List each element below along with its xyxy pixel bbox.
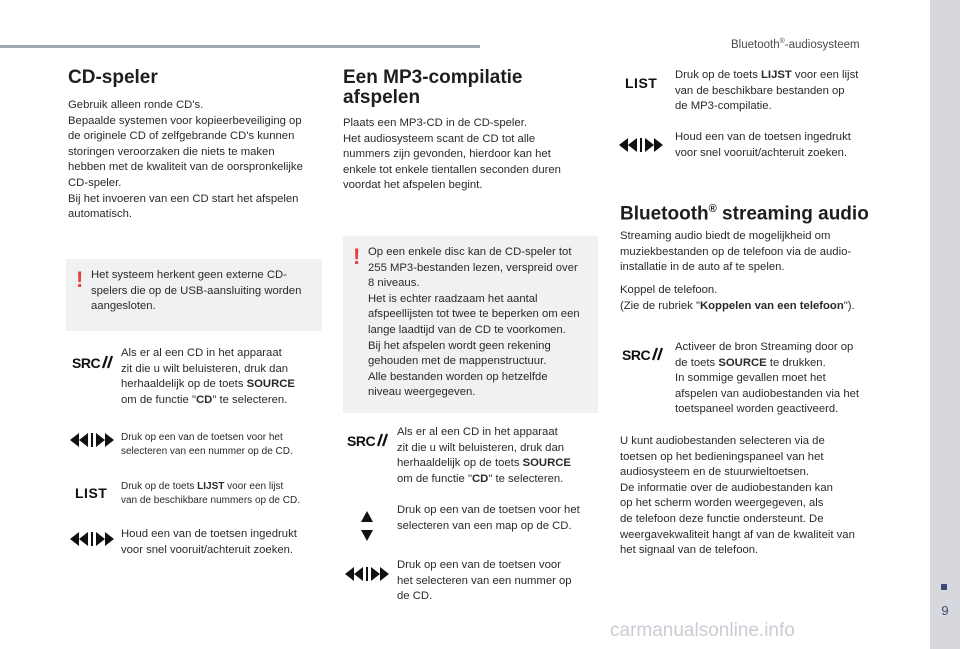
heading-bluetooth-streaming: Bluetooth® streaming audio <box>620 203 869 225</box>
streaming-intro: Streaming audio biedt de mogelijkheid om muziekbestanden op de telefoon via de audio- installatie in de auto af te spelen. <box>620 230 852 274</box>
prev-next-icon <box>345 566 389 582</box>
fast-forward-rewind-icon <box>619 137 663 153</box>
pairing-note: Koppel de telefoon. (Zie de rubriek "Koppelen van een telefoon"). <box>620 284 855 312</box>
nav-track-instruction: Druk op een van de toetsen voor het selecteren van een nummer op de CD. <box>121 432 293 457</box>
src-instruction: Als er al een CD in het apparaat zit die u wilt beluisteren, druk dan herhaaldelijk op de toets SOURCE om de functie "CD" te selecteren. <box>121 347 295 406</box>
streaming-outro: U kunt audiobestanden selecteren via de toetsen op het bedieningspaneel van het audiosysteem en de stuurwieltoetsen. De informatie over de audiobestanden kan op het scherm worden weergegeven, als de telefoon deze functie ondersteunt. De weergavekwaliteit hangt af van de kwaliteit van het signaal van de telefoon. <box>620 435 855 557</box>
watermark: carmanualsonline.info <box>610 620 795 641</box>
side-tab <box>930 0 960 649</box>
cd-intro: Gebruik alleen ronde CD's. Bepaalde systemen voor kopieerbeveiliging op de originele CD of zelfgebrande CD's kunnen storingen veroorzaken die niets te maken hebben met de kwaliteit van de oorspronkelijke CD-speler. Bij het invoeren van een CD start het afspelen automatisch. <box>68 99 303 221</box>
header-rule <box>0 45 480 48</box>
list-instruction: Druk op de toets LIJST voor een lijst van de beschikbare bestanden op de MP3-compilatie. <box>675 69 859 113</box>
src-instruction: Als er al een CD in het apparaat zit die u wilt beluisteren, druk dan herhaaldelijk op de toets SOURCE om de functie "CD" te selecteren. <box>397 426 571 485</box>
warning-box-usb <box>66 259 322 331</box>
heading-mp3: Een MP3-compilatie afspelen <box>343 67 523 108</box>
heading-cd-player: CD-speler <box>68 67 158 88</box>
folder-instruction: Druk op een van de toetsen voor het selecteren van een map op de CD. <box>397 504 580 532</box>
list-button-icon: LIST <box>75 485 108 501</box>
src-button-icon: SRC <box>347 433 389 449</box>
page-number: 9 <box>941 603 949 618</box>
running-header: Bluetooth®-audiosysteem <box>731 38 860 51</box>
track-instruction: Druk op een van de toetsen voor het selecteren van een nummer op de CD. <box>397 559 572 603</box>
up-down-icon <box>360 511 374 541</box>
list-instruction: Druk op de toets LIJST voor een lijst van de beschikbare nummers op de CD. <box>121 481 300 506</box>
src-instruction: Activeer de bron Streaming door op de toets SOURCE te drukken. In sommige gevallen moet het afspelen van audiobestanden via het toetspaneel worden geactiveerd. <box>675 341 860 416</box>
src-button-icon: SRC <box>622 347 664 363</box>
warning-icon: ! <box>76 267 84 292</box>
warning-icon: ! <box>353 244 361 269</box>
warning-text: Het systeem herkent geen externe CD- spelers die op de USB-aansluiting worden aangesloten. <box>91 269 302 313</box>
warning-box-mp3 <box>343 236 598 413</box>
src-button-icon: SRC <box>72 355 114 371</box>
mp3-intro: Plaats een MP3-CD in de CD-speler. Het audiosysteem scant de CD tot alle nummers zijn gevonden, hierdoor kan het enkele tot enkele tientallen seconden duren voordat het afspelen begint. <box>343 117 561 192</box>
seek-instruction: Houd een van de toetsen ingedrukt voor snel vooruit/achteruit zoeken. <box>121 528 297 556</box>
list-button-icon: LIST <box>625 75 658 91</box>
seek-instruction: Houd een van de toetsen ingedrukt voor snel vooruit/achteruit zoeken. <box>675 131 851 159</box>
warning-text: Op een enkele disc kan de CD-speler tot 255 MP3-bestanden lezen, verspreid over 8 niveaus. Het is echter raadzaam het aantal afspeellijsten tot twee te beperken om een lange laadtijd van de CD te voorkomen. Bij het afspelen wordt geen rekening gehouden met de mappenstructuur. Alle bestanden worden op hetzelfde niveau weergegeven. <box>368 246 580 399</box>
fast-forward-rewind-icon <box>70 531 114 547</box>
page-marker <box>941 584 947 590</box>
prev-next-icon <box>70 432 114 448</box>
